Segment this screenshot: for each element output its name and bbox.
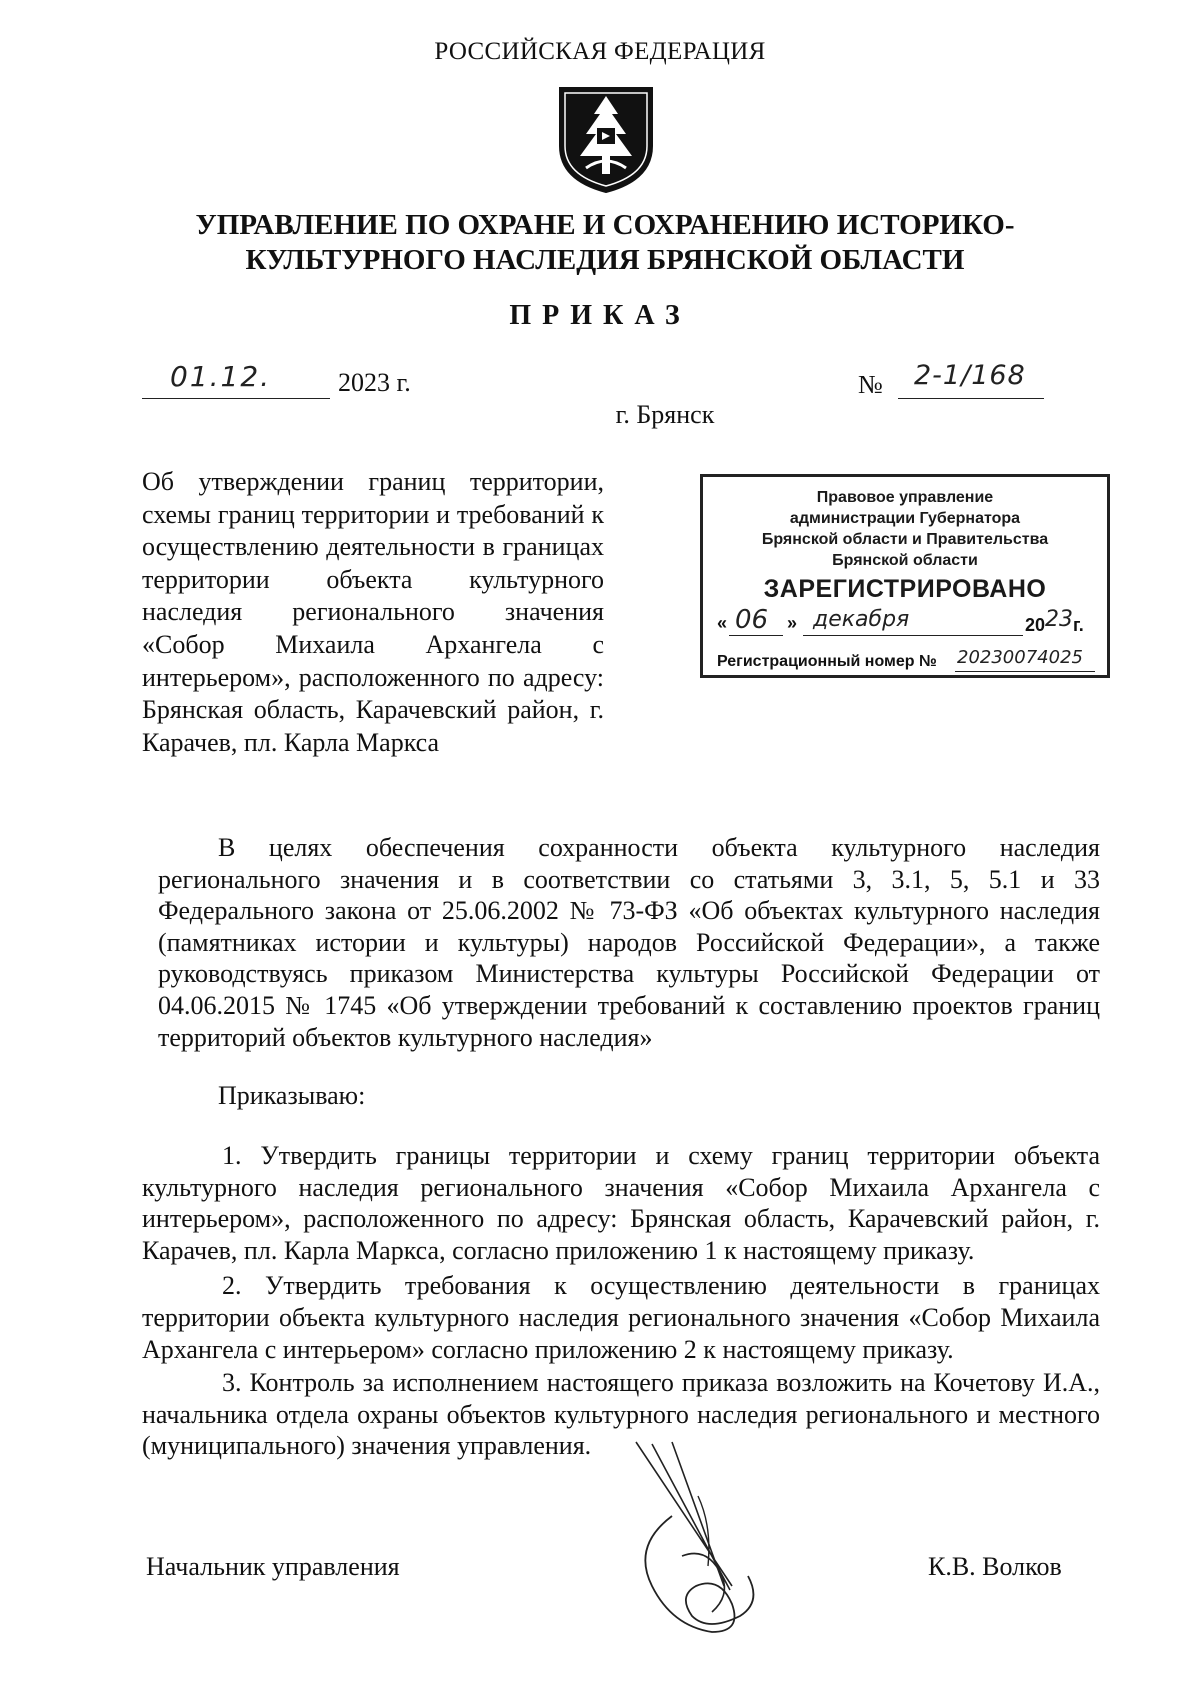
number-underline [898, 398, 1044, 399]
stamp-line-2: администрации Губернатора [789, 510, 1021, 527]
order-date [142, 360, 432, 404]
order-item-3: 3. Контроль за исполнением настоящего приказа возложить на Кочетову И.А., начальника отдела охраны объектов культурного наследия регионального и местного (муниципального) значения управления. [142, 1368, 1100, 1461]
number-sign: № [858, 370, 883, 399]
organization-title-line-1: УПРАВЛЕНИЕ ПО ОХРАНЕ И СОХРАНЕНИЮ ИСТОРИКО- [195, 209, 1015, 241]
stamp-reg-underline [955, 671, 1095, 672]
stamp-month-handwritten: декабря [813, 607, 910, 632]
stamp-day-underline [729, 635, 783, 636]
country-header: РОССИЙСКАЯ ФЕДЕРАЦИЯ [434, 38, 766, 65]
date-underline [142, 398, 330, 399]
stamp-reg-label: Регистрационный номер № [717, 653, 937, 670]
stamp-month-underline [803, 635, 1023, 636]
order-number [858, 360, 1058, 404]
registration-stamp [700, 474, 1110, 678]
order-item-1: 1. Утвердить границы территории и схему границ территории объекта культурного наследия регионального значения «Собор Михаила Архангела с интерьером», расположенного по адресу: Брянская область, Карачевский район, г. Карачев, пл. Карла Маркса, согласно приложению 1 к настоящему приказу. [142, 1141, 1100, 1265]
stamp-year-suffix: г. [1073, 615, 1084, 635]
order-item-2: 2. Утвердить требования к осуществлению деятельности в границах территории объекта культурного наследия регионального значения «Собор Михаила Архангела с интерьером» согласно приложению 2 к настоящему приказу. [142, 1271, 1100, 1364]
signature-icon [612, 1436, 772, 1646]
handwritten-date: 01.12. [170, 360, 272, 393]
bryansk-coat-of-arms-icon [556, 84, 656, 196]
stamp-year-handwritten: 23 [1045, 607, 1073, 632]
order-subject: Об утверждении границ территории, схемы границ территории и требований к осуществлению деятельности в границах территории объекта культурного наследия регионального значения «Собор Михаила Архангела с интерьером», расположенного по адресу: Брянская область, Карачевский район, г. Карачев, пл. Карла Маркса [142, 467, 604, 757]
stamp-reg-number-line [717, 649, 1101, 677]
stamp-reg-number-handwritten: 20230074025 [957, 647, 1083, 668]
order-year: 2023 г. [338, 368, 411, 397]
city: г. Брянск [615, 400, 715, 429]
signatory-title: Начальник управления [146, 1552, 400, 1581]
organization-title-line-2: КУЛЬТУРНОГО НАСЛЕДИЯ БРЯНСКОЙ ОБЛАСТИ [245, 243, 965, 276]
order-items [142, 1140, 1100, 1462]
stamp-line-3: Брянской области и Правительства [761, 531, 1049, 548]
stamp-quote-open: « [717, 613, 728, 633]
order-word: Приказываю: [218, 1081, 366, 1110]
organization-title [150, 208, 1060, 278]
stamp-line-1: Правовое управление [816, 489, 994, 506]
handwritten-number: 2-1/168 [914, 360, 1026, 391]
stamp-line-4: Брянской области [832, 552, 978, 569]
signatory-name: К.В. Волков [928, 1552, 1062, 1581]
preamble-paragraph: В целях обеспечения сохранности объекта культурного наследия регионального значения и в соответствии со статьями 3, 3.1, 5, 5.1 и 33 Федерального закона от 25.06.2002 № 73-ФЗ «Об объектах культурного наследия (памятниках истории и культуры) народов Российской Федерации», а также руководствуясь приказом Министерства культуры Российской Федерации от 04.06.2015 № 1745 «Об утверждении требований к составлению проектов границ территорий объектов культурного наследия» [158, 833, 1100, 1052]
stamp-day-handwritten: 06 [735, 605, 769, 635]
stamp-quote-close: » [787, 613, 798, 633]
document-type: ПРИКАЗ [509, 300, 691, 331]
stamp-date-line [717, 607, 1097, 641]
stamp-registered: ЗАРЕГИСТРИРОВАНО [763, 575, 1047, 603]
stamp-year-prefix: 20 [1025, 615, 1046, 635]
